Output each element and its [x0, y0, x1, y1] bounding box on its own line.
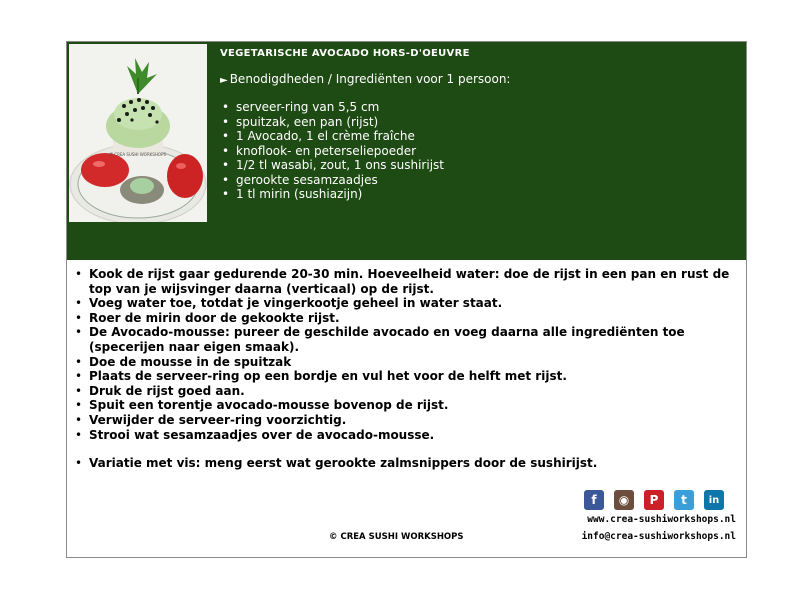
step-item: • Druk de rijst goed aan. [73, 384, 741, 399]
step-item: • Doe de mousse in de spuitzak [73, 355, 741, 370]
ingredients-heading-label: Benodigdheden / Ingrediënten voor 1 persoon: [229, 72, 511, 86]
social-links [584, 490, 724, 510]
step-item: • Voeg water toe, totdat je vingerkootje geheel in water staat. [73, 296, 741, 311]
recipe-header [67, 42, 746, 260]
header-text [220, 48, 740, 202]
ingredient-item: • knoflook- en peterseliepoeder [220, 144, 740, 159]
step-item: • Spuit een torentje avocado-mousse bovenop de rijst. [73, 398, 741, 413]
ingredients-list [220, 100, 740, 202]
linkedin-icon[interactable]: in [704, 490, 724, 510]
ingredient-item: • 1 Avocado, 1 el crème fraîche [220, 129, 740, 144]
recipe-title: VEGETARISCHE AVOCADO HORS-D'OEUVRE [220, 48, 470, 59]
ingredient-item: • 1/2 tl wasabi, zout, 1 ons sushirijst [220, 158, 740, 173]
email-link[interactable]: info@crea-sushiworkshops.nl [581, 531, 736, 542]
step-item: • Roer de mirin door de gekookte rijst. [73, 311, 741, 326]
instagram-icon[interactable]: ◉ [614, 490, 634, 510]
twitter-icon[interactable]: t [674, 490, 694, 510]
recipe-card [66, 41, 747, 558]
ingredient-item: • spuitzak, een pan (rijst) [220, 115, 740, 130]
ingredients-heading [220, 72, 740, 86]
step-item: • De Avocado-mousse: pureer de geschilde avocado en voeg daarna alle ingrediënten toe (specerijen naar eigen smaak). [73, 325, 741, 354]
step-item: • Plaats de serveer-ring op een bordje en vul het voor de helft met rijst. [73, 369, 741, 384]
step-item: • Verwijder de serveer-ring voorzichtig. [73, 413, 741, 428]
copyright-notice: © CREA SUSHI WORKSHOPS [329, 532, 464, 542]
facebook-icon[interactable]: f [584, 490, 604, 510]
dish-photo-image [69, 44, 207, 222]
step-item: • Kook de rijst gaar gedurende 20-30 min. Hoeveelheid water: doe de rijst in een pan en rust de top van je wijsvinger daarna (verticaal) op de rijst. [73, 267, 741, 296]
preparation-steps [73, 267, 741, 471]
dish-photo [69, 44, 207, 222]
website-link[interactable]: www.crea-sushiworkshops.nl [587, 514, 736, 525]
pinterest-icon[interactable]: P [644, 490, 664, 510]
ingredient-item: • gerookte sesamzaadjes [220, 173, 740, 188]
ingredient-item: • serveer-ring van 5,5 cm [220, 100, 740, 115]
ingredient-item: • 1 tl mirin (sushiazijn) [220, 187, 740, 202]
step-item: • Strooi wat sesamzaadjes over de avocado-mousse. [73, 428, 741, 443]
arrow-right-icon: ► [220, 75, 228, 86]
variation-item: • Variatie met vis: meng eerst wat gerookte zalmsnippers door de sushirijst. [73, 456, 741, 471]
photo-watermark: © CREA SUSHI WORKSHOPS [109, 152, 166, 157]
